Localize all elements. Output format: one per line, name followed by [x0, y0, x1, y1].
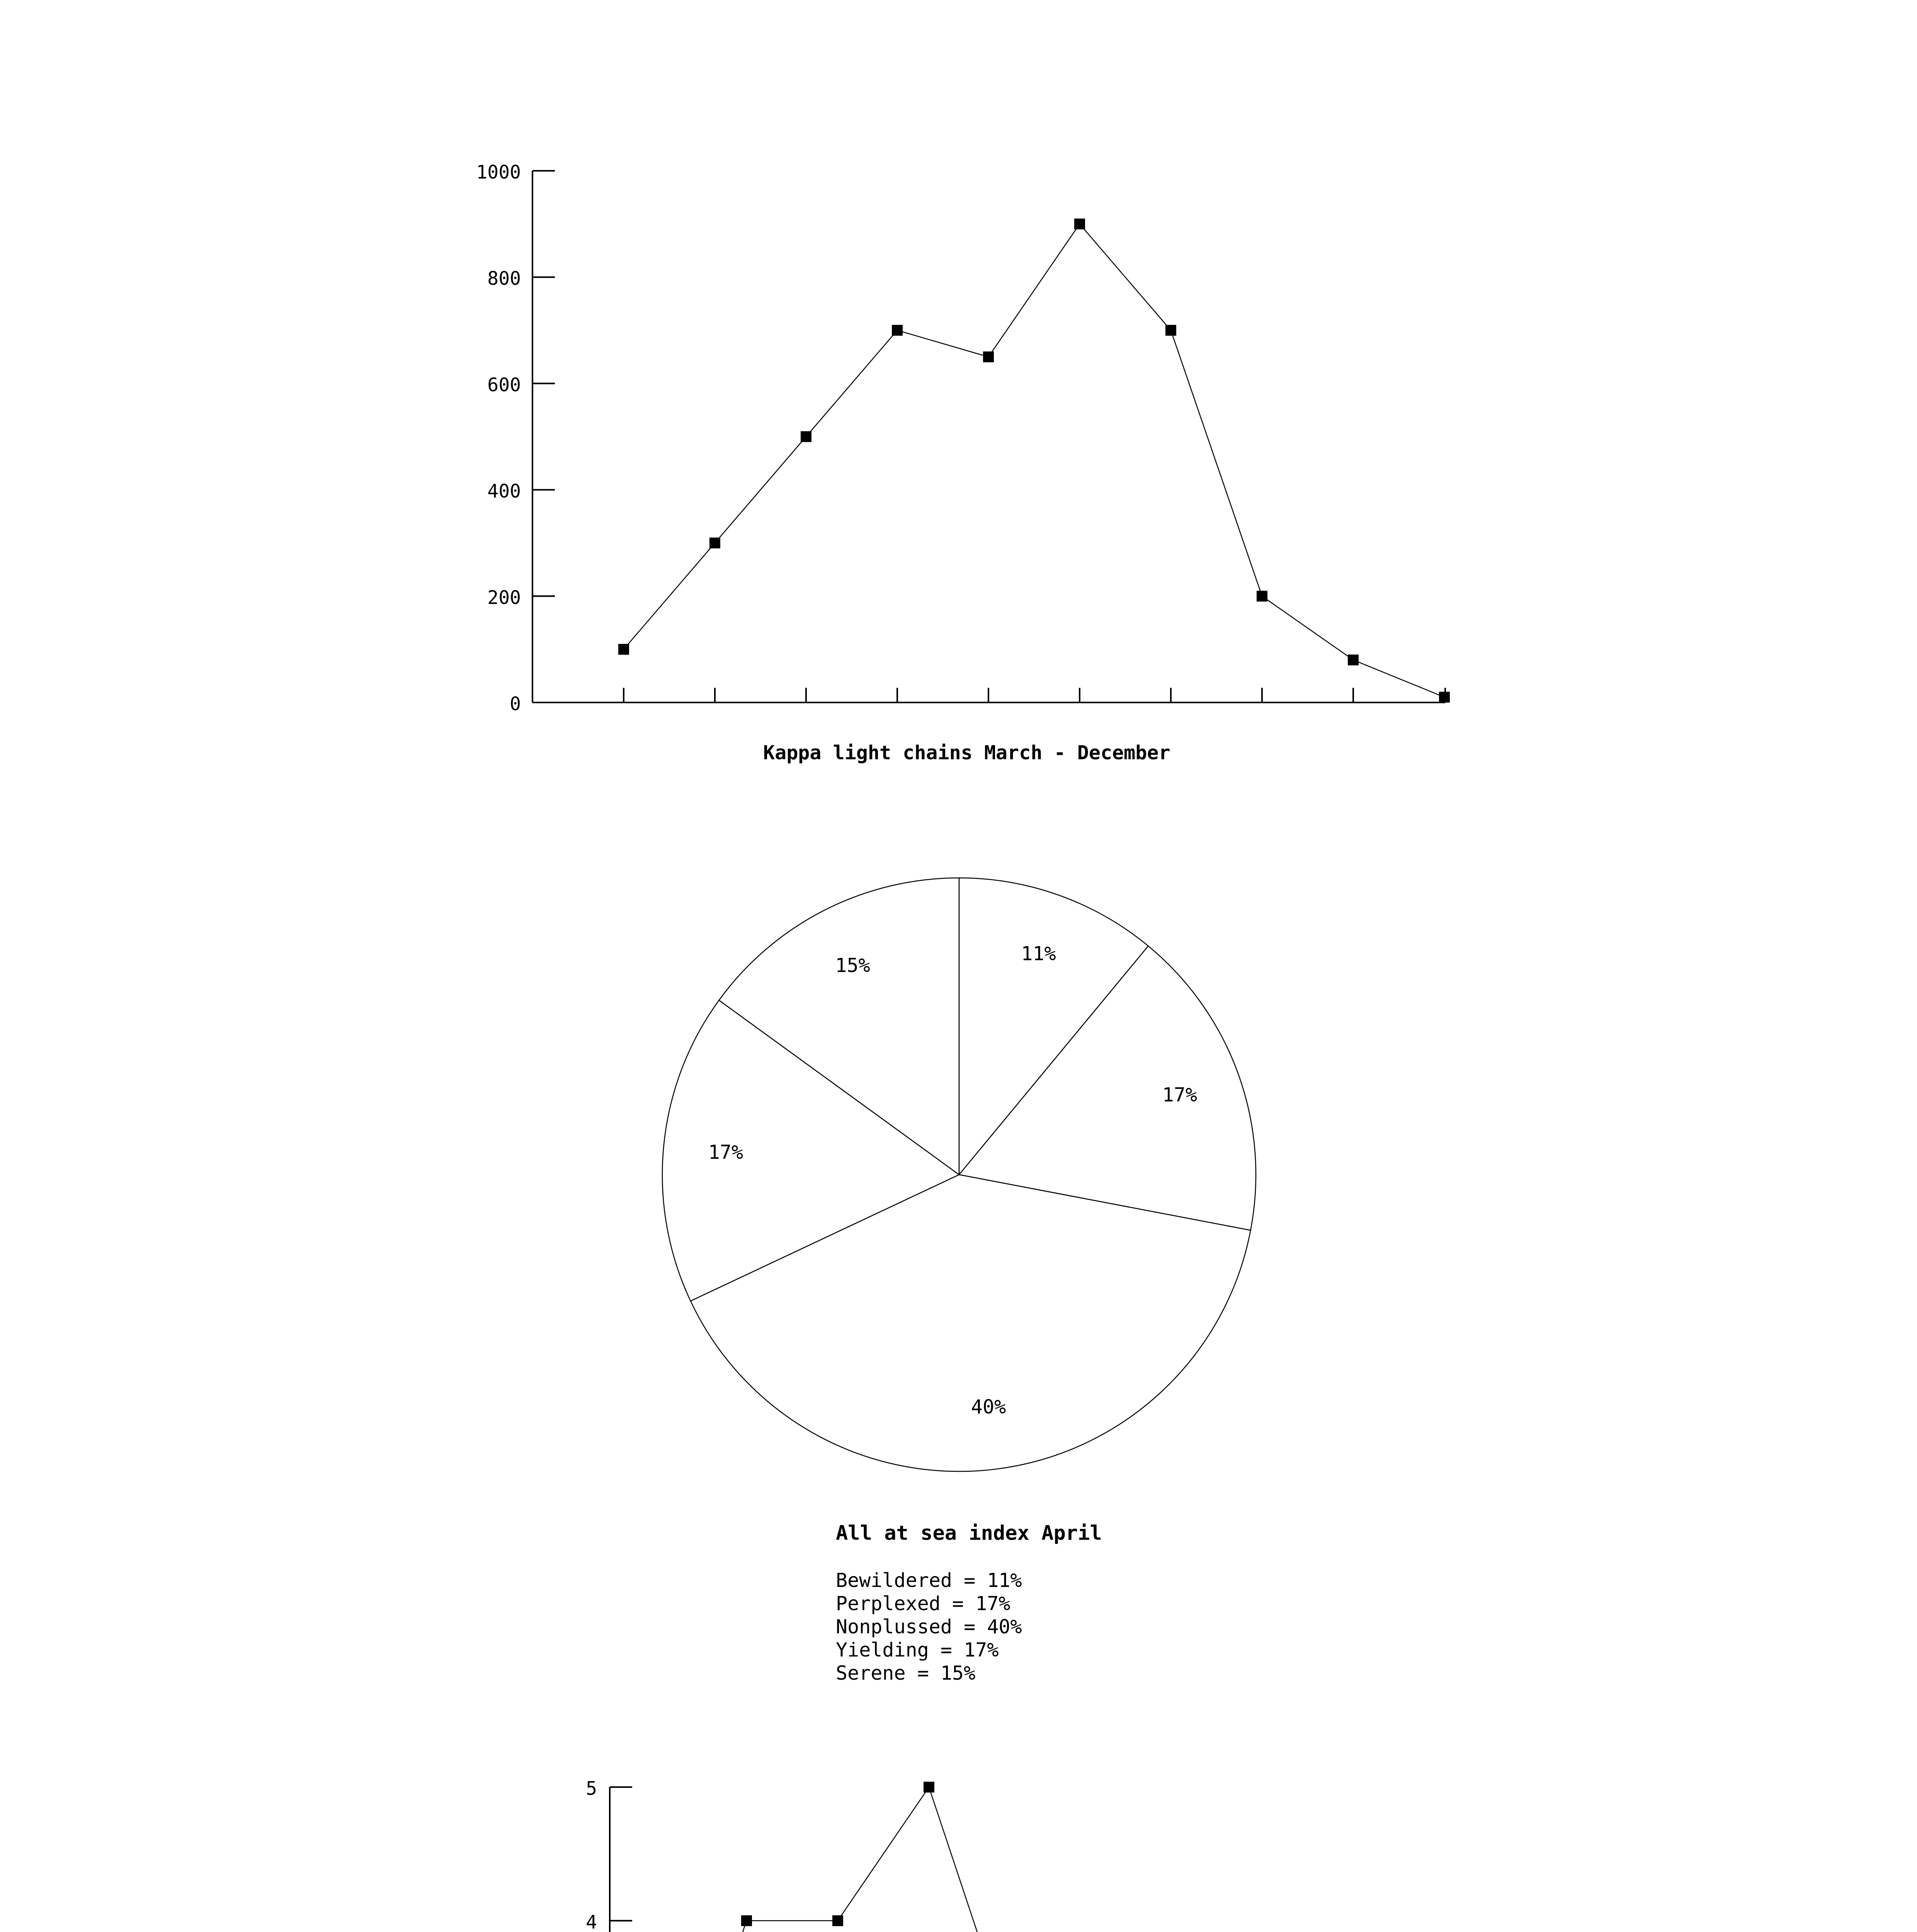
chart-title: All at sea index April: [836, 1522, 1102, 1545]
stoicism-line-chart: [586, 1778, 1339, 1932]
data-point: [709, 537, 720, 548]
data-point: [1257, 591, 1267, 602]
data-point: [1074, 219, 1085, 230]
pie-slice-label: 40%: [971, 1395, 1006, 1418]
data-point: [1348, 655, 1359, 665]
y-tick-label: 800: [487, 268, 521, 290]
pie-slice-label: 17%: [1162, 1083, 1197, 1106]
legend-entry: Yielding = 17%: [836, 1639, 999, 1661]
legend-entry: Serene = 15%: [836, 1662, 976, 1684]
chart-title: Kappa light chains March - December: [763, 742, 1170, 764]
legend-entry: Perplexed = 17%: [836, 1592, 1010, 1615]
y-tick-label: 200: [487, 587, 521, 609]
legend-entry: Bewildered = 11%: [836, 1569, 1022, 1592]
kappa-line-chart: [476, 162, 1450, 764]
pie-slice-label: 11%: [1021, 942, 1056, 965]
pie-slice-label: 15%: [835, 954, 870, 977]
y-tick-label: 5: [586, 1778, 597, 1799]
data-point: [618, 644, 629, 655]
data-point: [1439, 692, 1450, 702]
all-at-sea-pie-chart: [662, 878, 1256, 1684]
data-point: [892, 325, 903, 336]
data-point: [741, 1915, 752, 1926]
legend-entry: Nonplussed = 40%: [836, 1616, 1022, 1638]
y-tick-label: 400: [487, 480, 521, 502]
data-point: [801, 431, 811, 442]
y-tick-label: 1000: [476, 162, 521, 183]
data-point: [983, 352, 994, 362]
data-point: [832, 1915, 843, 1926]
data-point: [1165, 325, 1176, 336]
y-tick-label: 0: [510, 693, 521, 715]
pie-slice-label: 17%: [708, 1141, 743, 1163]
data-point: [924, 1782, 934, 1793]
y-tick-label: 600: [487, 374, 521, 396]
series-line: [624, 224, 1444, 697]
series-line: [610, 1787, 1294, 1932]
y-tick-label: 4: [586, 1911, 597, 1932]
